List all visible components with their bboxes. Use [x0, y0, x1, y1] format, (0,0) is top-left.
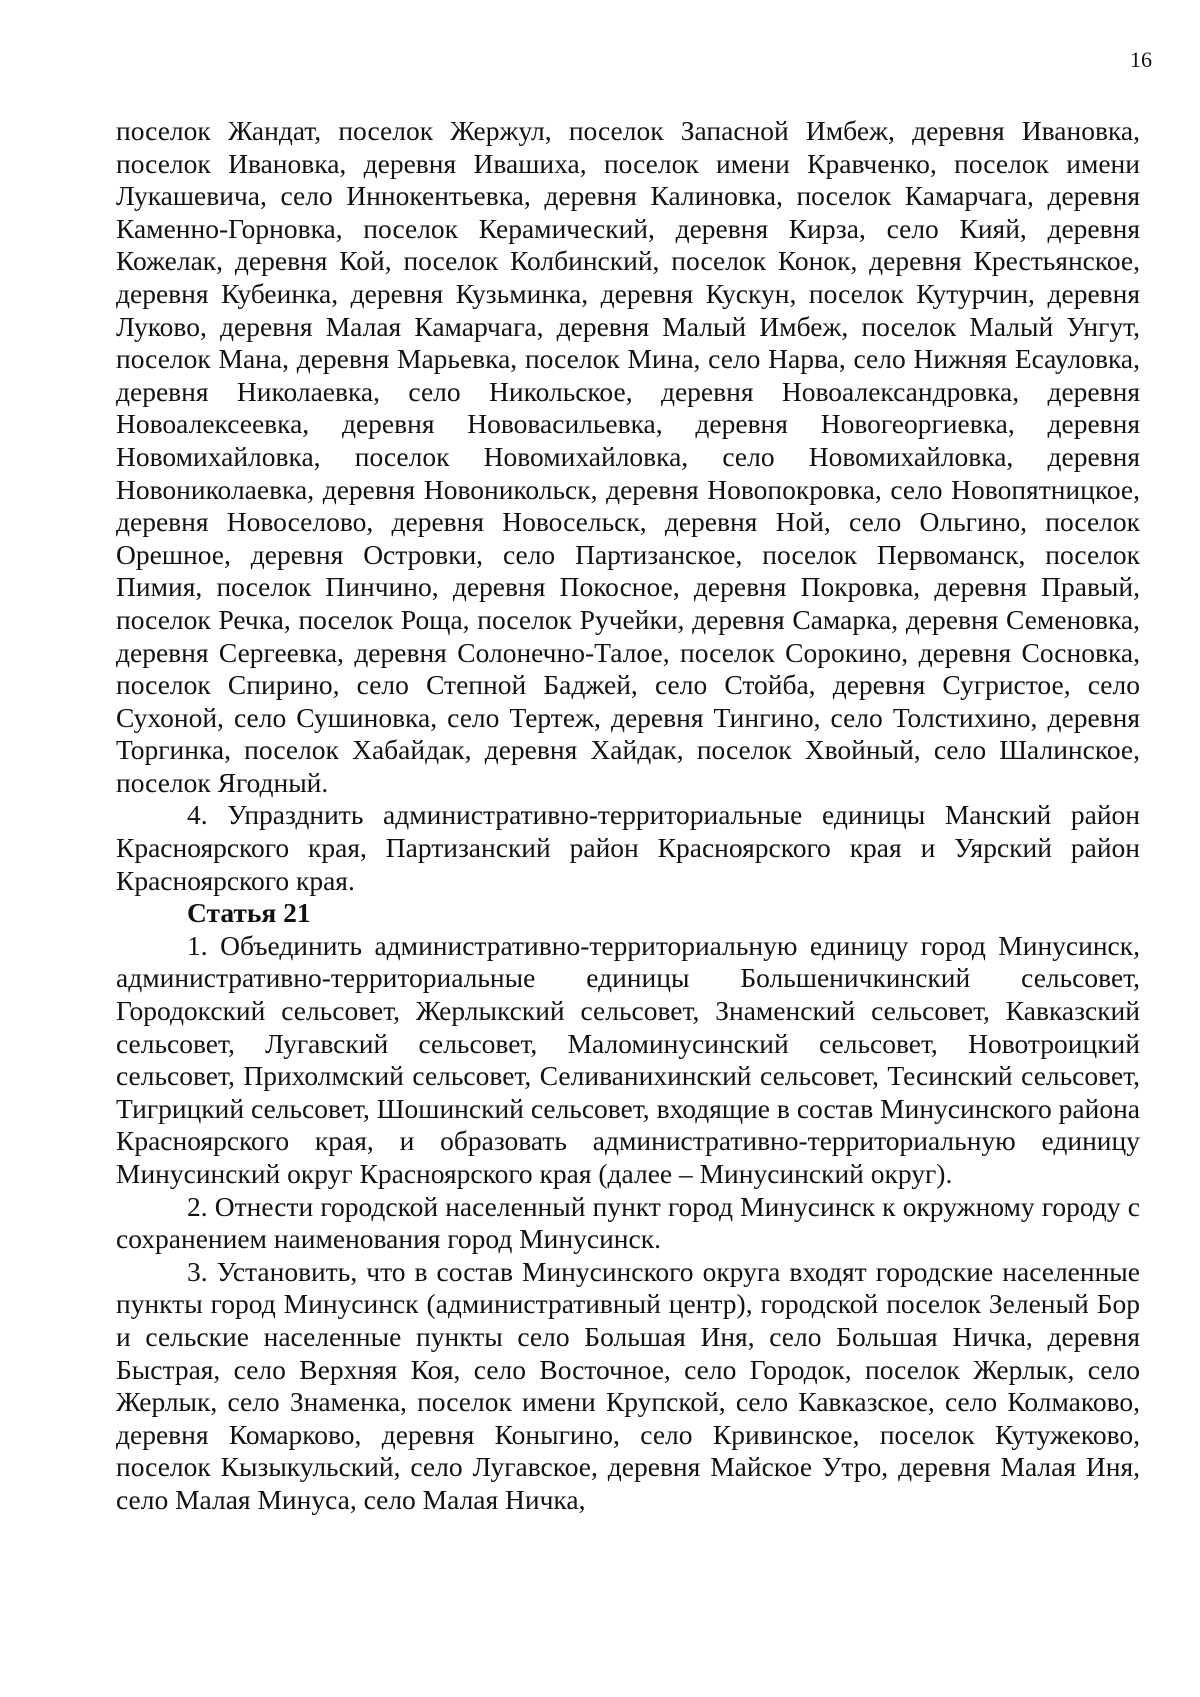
article-paragraph-2: 2. Отнести городской населенный пункт город Минусинск к окружному городу с сохранением наименования город Минусинск. — [116, 1190, 1140, 1255]
paragraph-item-4: 4. Упразднить административно-территориальные единицы Манский район Красноярского края, Партизанский район Красноярского края и Уярский район Красноярского края. — [116, 799, 1140, 896]
article-paragraph-1: 1. Объединить административно-территориальную единицу город Минусинск, административно-территориальные единицы Большеничкинский сельсовет, Городокский сельсовет, Жерлыкский сельсовет, Знаменский сельсовет, Кавказский сельсовет, Лугавский сельсовет, Маломинусинский сельсовет, Новотроицкий сельсовет, Прихолмский сельсовет, Селиванихинский сельсовет, Тесинский сельсовет, Тигрицкий сельсовет, Шошинский сельсовет, входящие в состав Минусинского района Красноярского края, и образовать административно-территориальную единицу Минусинский округ Красноярского края (далее – Минусинский округ). — [116, 929, 1140, 1189]
document-body — [116, 115, 1140, 1517]
article-heading: Статья 21 — [187, 897, 311, 929]
paragraph-settlements-list: поселок Жандат, поселок Жержул, поселок Запасной Имбеж, деревня Ивановка, поселок Ивановка, деревня Ивашиха, поселок имени Кравченко, поселок имени Лукашевича, село Иннокентьевка, деревня Калиновка, поселок Камарчага, деревня Каменно-Горновка, поселок Керамический, деревня Кирза, село Кияй, деревня Кожелак, деревня Кой, поселок Колбинский, поселок Конок, деревня Крестьянское, деревня Кубеинка, деревня Кузьминка, деревня Кускун, поселок Кутурчин, деревня Луково, деревня Малая Камарчага, деревня Малый Имбеж, поселок Малый Унгут, поселок Мана, деревня Марьевка, поселок Мина, село Нарва, село Нижняя Есауловка, деревня Николаевка, село Никольское, деревня Новоалександровка, деревня Новоалексеевка, деревня Нововасильевка, деревня Новогеоргиевка, деревня Новомихайловка, поселок Новомихайловка, село Новомихайловка, деревня Новониколаевка, деревня Новоникольск, деревня Новопокровка, село Новопятницкое, деревня Новоселово, деревня Новосельск, деревня Ной, село Ольгино, поселок Орешное, деревня Островки, село Партизанское, поселок Первоманск, поселок Пимия, поселок Пинчино, деревня Покосное, деревня Покровка, деревня Правый, поселок Речка, поселок Роща, поселок Ручейки, деревня Самарка, деревня Семеновка, деревня Сергеевка, деревня Солонечно-Талое, поселок Сорокино, деревня Сосновка, поселок Спирино, село Степной Баджей, село Стойба, деревня Сугристое, село Сухоной, село Сушиновка, село Тертеж, деревня Тингино, село Толстихино, деревня Торгинка, поселок Хабайдак, деревня Хайдак, поселок Хвойный, село Шалинское, поселок Ягодный. — [116, 115, 1140, 798]
article-paragraph-3: 3. Установить, что в состав Минусинского округа входят городские населенные пункты город Минусинск (административный центр), городской поселок Зеленый Бор и сельские населенные пункты село Большая Иня, село Большая Ничка, деревня Быстрая, село Верхняя Коя, село Восточное, село Городок, поселок Жерлык, село Жерлык, село Знаменка, поселок имени Крупской, село Кавказское, село Колмаково, деревня Комарково, деревня Коныгино, село Кривинское, поселок Кутужеково, поселок Кызыкульский, село Лугавское, деревня Майское Утро, деревня Малая Иня, село Малая Минуса, село Малая Ничка, — [116, 1255, 1140, 1515]
page-number: 16 — [1130, 47, 1152, 72]
